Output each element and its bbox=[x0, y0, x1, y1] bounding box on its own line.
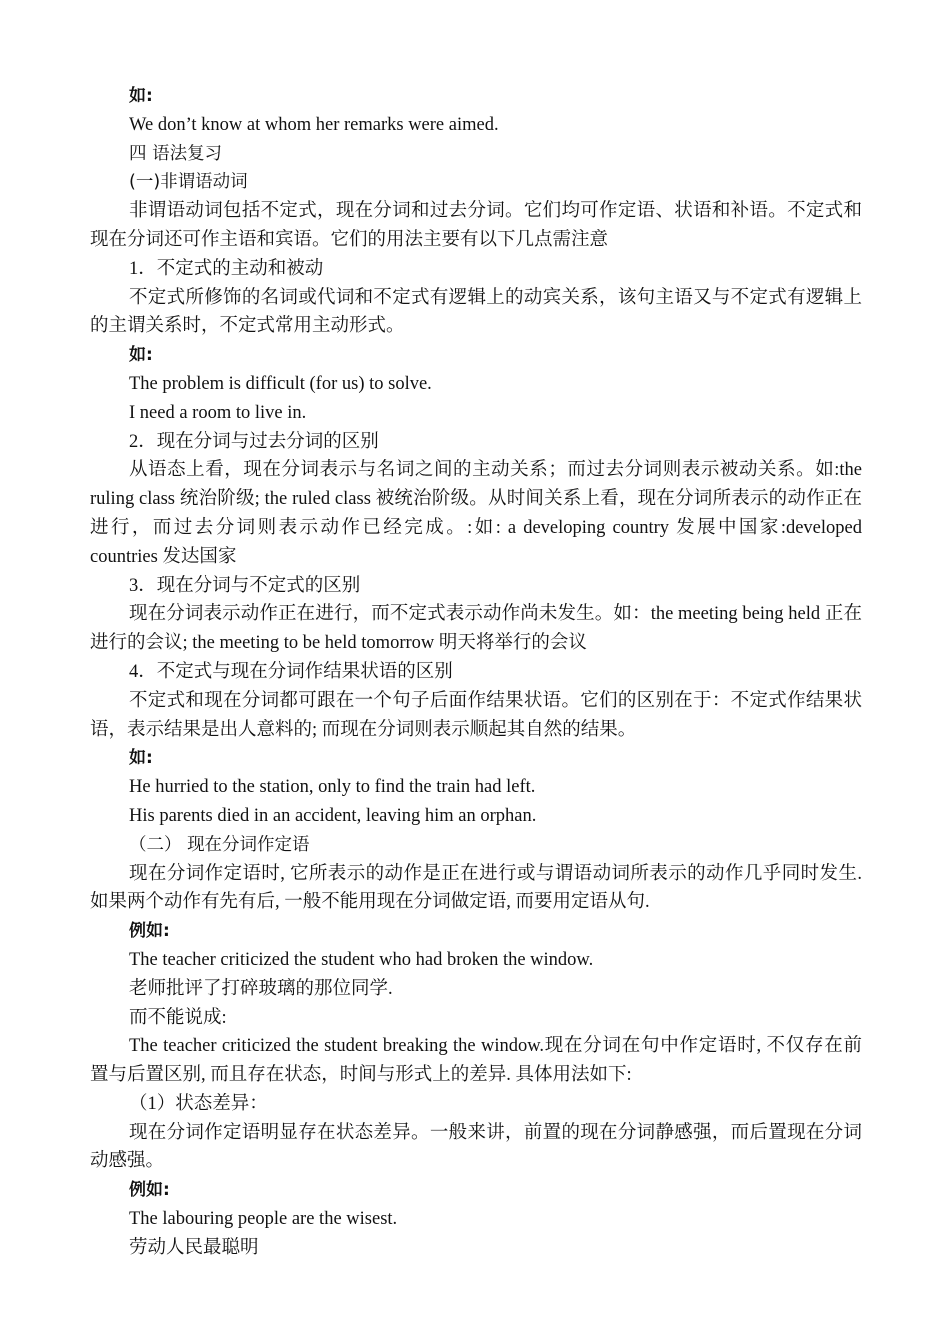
example-label: 例如: bbox=[129, 921, 170, 942]
text-line: 而不能说成: bbox=[129, 1007, 227, 1028]
paragraph: 现在分词表示动作正在进行，而不定式表示动作尚未发生。如：the meeting being held 正在进行的会议; the meeting to be held tomorrow 明天将举行的会议 bbox=[90, 604, 862, 654]
paragraph: 现在分词作定语时, 它所表示的动作是正在进行或与谓语动词所表示的动作几乎同时发生. 如果两个动作有先有后, 一般不能用现在分词做定语, 而要用定语从句. bbox=[90, 863, 862, 913]
example-sentence: I need a room to live in. bbox=[129, 402, 307, 423]
example-sentence: The teacher criticized the student who had broken the window. bbox=[129, 949, 594, 970]
numbered-heading: （1）状态差异： bbox=[129, 1093, 268, 1114]
example-translation: 老师批评了打碎玻璃的那位同学. bbox=[129, 978, 393, 999]
paragraph: 从语态上看，现在分词表示与名词之间的主动关系；而过去分词则表示被动关系。如:the ruling class 统治阶级; the ruled class 被统治阶级。从时间关系上看，现在分词所表示的动作正在进行，而过去分词则表示动作已经完成。:如: a developing country 发展中国家:developed countries 发达国家 bbox=[90, 460, 862, 567]
example-label: 如: bbox=[129, 86, 153, 106]
numbered-heading: 2．现在分词与过去分词的区别 bbox=[129, 431, 379, 452]
example-sentence: The labouring people are the wisest. bbox=[129, 1209, 398, 1230]
example-label: 如: bbox=[129, 748, 153, 769]
example-sentence: The problem is difficult (for us) to solve. bbox=[129, 373, 432, 394]
paragraph: 现在分词作定语明显存在状态差异。一般来讲，前置的现在分词静感强，而后置现在分词动感强。 bbox=[90, 1122, 862, 1172]
paragraph: 非谓语动词包括不定式，现在分词和过去分词。它们均可作定语、状语和补语。不定式和现在分词还可作主语和宾语。它们的用法主要有以下几点需注意 bbox=[90, 201, 862, 250]
example-translation: 劳动人民最聪明 bbox=[129, 1237, 259, 1258]
section-heading: 四 语法复习 bbox=[129, 143, 223, 164]
example-sentence: His parents died in an accident, leaving him an orphan. bbox=[129, 805, 537, 826]
subsection-heading: （二） 现在分词作定语 bbox=[129, 834, 310, 855]
example-sentence: He hurried to the station, only to find the train had left. bbox=[129, 777, 536, 798]
example-label: 如: bbox=[129, 345, 153, 366]
numbered-heading: 1．不定式的主动和被动 bbox=[129, 258, 324, 279]
paragraph: 不定式所修饰的名词或代词和不定式有逻辑上的动宾关系，该句主语又与不定式有逻辑上的主谓关系时，不定式常用主动形式。 bbox=[90, 287, 862, 337]
example-label: 例如: bbox=[129, 1180, 170, 1201]
paragraph: 不定式和现在分词都可跟在一个句子后面作结果状语。它们的区别在于：不定式作结果状语，表示结果是出人意料的; 而现在分词则表示顺起其自然的结果。 bbox=[90, 690, 862, 740]
numbered-heading: 4．不定式与现在分词作结果状语的区别 bbox=[129, 661, 453, 682]
subsection-heading: (一)非谓语动词 bbox=[129, 172, 248, 193]
paragraph: The teacher criticized the student breaking the window.现在分词在句中作定语时, 不仅存在前置与后置区别, 而且存在状态，时间与形式上的差异. 具体用法如下: bbox=[90, 1036, 862, 1086]
example-sentence: We don’t know at whom her remarks were aimed. bbox=[129, 114, 499, 135]
numbered-heading: 3．现在分词与不定式的区别 bbox=[129, 575, 361, 596]
